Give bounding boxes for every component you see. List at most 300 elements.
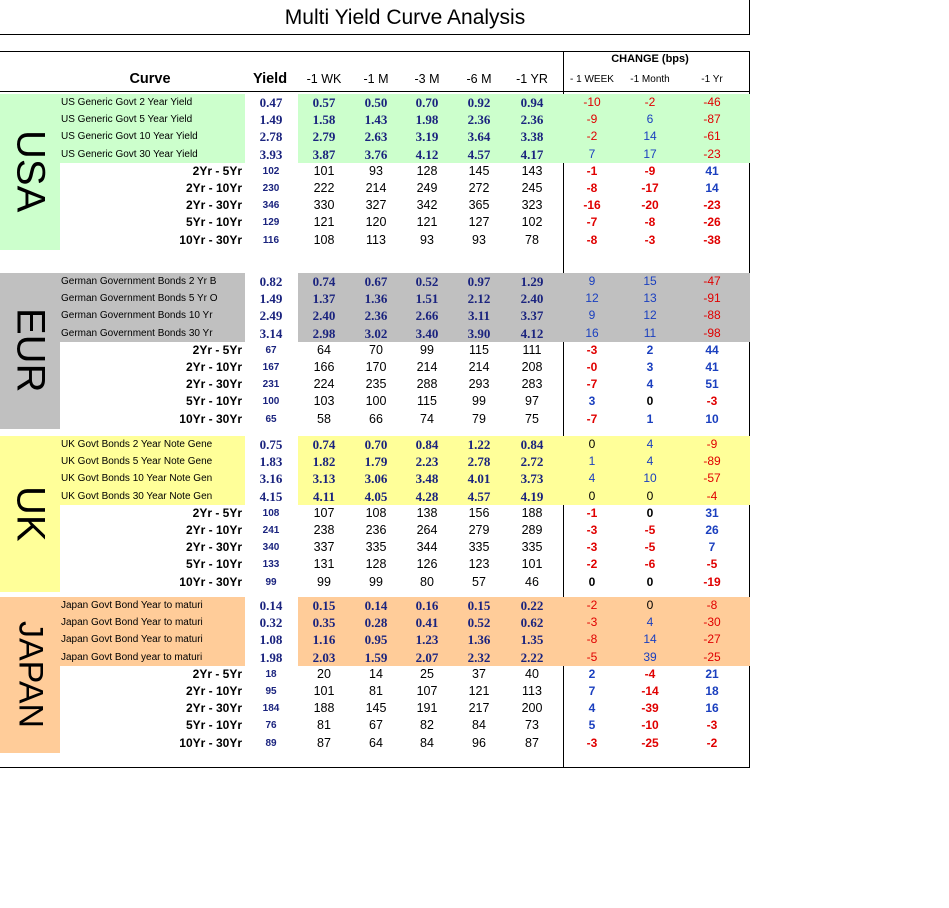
bond-change-value: -2 xyxy=(586,598,598,612)
bond-hist-value: 1.16 xyxy=(312,632,336,648)
spread-hist-value: 166 xyxy=(313,360,335,374)
bond-hist-value: 0.35 xyxy=(312,615,336,631)
bond-change-value: 12 xyxy=(585,291,599,306)
spread-change-value: -23 xyxy=(703,198,721,213)
spread-hist-value: 101 xyxy=(313,684,335,698)
spread-yield: 129 xyxy=(262,217,280,229)
spread-yield: 89 xyxy=(265,737,277,749)
spread-change-value: 2 xyxy=(588,666,596,681)
spread-hist-value: 64 xyxy=(317,342,331,357)
spread-change-value: -7 xyxy=(586,377,598,392)
bond-change-value: -8 xyxy=(586,632,598,647)
bond-label: US Generic Govt 30 Year Yield xyxy=(61,148,198,160)
spread-change-value: -26 xyxy=(703,215,721,230)
bond-label: UK Govt Bonds 5 Year Note Gene xyxy=(61,456,213,468)
bond-hist-value: 0.84 xyxy=(520,437,544,452)
bond-change-value: 0 xyxy=(588,488,596,503)
spread-label: 2Yr - 10Yr xyxy=(185,181,242,195)
spread-hist-value: 93 xyxy=(420,232,434,247)
bond-change-value: 17 xyxy=(643,146,657,161)
spread-hist-value: 87 xyxy=(317,735,331,750)
bond-yield: 2.49 xyxy=(259,308,283,324)
spread-hist-value: 20 xyxy=(317,666,331,681)
spread-hist-value: 288 xyxy=(416,377,438,392)
bond-change-value: -27 xyxy=(703,632,721,647)
bond-label: German Government Bonds 2 Yr B xyxy=(61,276,217,287)
spread-hist-value: 365 xyxy=(468,198,490,213)
spread-change-value: -8 xyxy=(644,215,656,230)
bond-change-value: -25 xyxy=(703,649,721,664)
spread-change-value: -3 xyxy=(586,342,598,357)
spread-change-value: -7 xyxy=(586,411,598,426)
bond-yield: 1.49 xyxy=(259,291,283,307)
bond-hist-value: 0.94 xyxy=(520,95,544,110)
spread-yield: 231 xyxy=(262,379,280,391)
bond-change-value: 7 xyxy=(588,146,596,161)
bond-hist-value: 2.12 xyxy=(467,291,491,307)
bond-change-value: -47 xyxy=(703,274,721,288)
bond-label: UK Govt Bonds 10 Year Note Gen xyxy=(61,473,213,485)
spread-hist-value: 335 xyxy=(468,540,490,555)
bond-change-value: -91 xyxy=(703,291,721,306)
spread-hist-value: 236 xyxy=(365,523,387,537)
spread-yield: 99 xyxy=(265,576,277,588)
spread-hist-value: 293 xyxy=(468,377,490,392)
spread-hist-value: 214 xyxy=(468,360,490,374)
bond-hist-value: 0.74 xyxy=(312,274,336,289)
bond-hist-value: 4.05 xyxy=(364,488,388,504)
spread-hist-value: 101 xyxy=(521,557,543,572)
spread-yield: 133 xyxy=(262,559,280,571)
spread-label: 2Yr - 30Yr xyxy=(185,198,242,213)
spread-change-value: 7 xyxy=(708,540,716,555)
spread-hist-value: 66 xyxy=(369,411,383,426)
bond-hist-value: 0.14 xyxy=(364,598,388,613)
spread-hist-value: 67 xyxy=(369,718,383,733)
bond-change-value: -2 xyxy=(644,95,656,109)
spread-hist-value: 235 xyxy=(365,377,387,392)
bond-yield: 3.16 xyxy=(259,471,283,487)
spread-change-value: 14 xyxy=(705,181,719,195)
spread-label: 2Yr - 30Yr xyxy=(185,701,242,716)
spread-change-value: -2 xyxy=(586,557,598,572)
spread-change-value: -17 xyxy=(641,181,659,195)
spread-change-value: 10 xyxy=(705,411,719,426)
bond-change-value: 15 xyxy=(643,274,657,288)
spread-hist-value: 127 xyxy=(468,215,490,230)
spread-label: 2Yr - 5Yr xyxy=(192,163,242,178)
spread-hist-value: 57 xyxy=(472,574,486,589)
bond-label: UK Govt Bonds 30 Year Note Gen xyxy=(61,490,213,502)
spread-hist-value: 126 xyxy=(416,557,438,572)
bond-hist-value: 0.74 xyxy=(312,437,336,452)
bond-label: Japan Govt Bond Year to maturi xyxy=(61,634,203,646)
spread-hist-value: 145 xyxy=(468,163,490,178)
bond-hist-value: 3.02 xyxy=(364,325,388,341)
bond-change-value: -2 xyxy=(586,129,598,144)
bond-hist-value: 2.72 xyxy=(520,454,544,470)
bond-change-value: -23 xyxy=(703,146,721,161)
bond-hist-value: 1.36 xyxy=(364,291,388,307)
spread-hist-value: 25 xyxy=(420,666,434,681)
spread-hist-value: 330 xyxy=(313,198,335,213)
bond-hist-value: 3.40 xyxy=(415,325,439,341)
spread-change-value: 31 xyxy=(705,505,719,520)
bond-label: German Government Bonds 10 Yr xyxy=(61,310,213,322)
bond-change-value: -57 xyxy=(703,471,721,486)
region-name-japan: JAPAN xyxy=(11,620,50,728)
spread-hist-value: 100 xyxy=(365,394,387,409)
bond-hist-value: 3.38 xyxy=(520,129,544,145)
spread-label: 2Yr - 10Yr xyxy=(185,360,242,374)
spread-hist-value: 138 xyxy=(416,505,438,520)
bond-hist-value: 0.92 xyxy=(467,95,491,110)
spread-change-value: -3 xyxy=(644,232,656,247)
bond-hist-value: 1.23 xyxy=(415,632,439,648)
region-name-uk: UK xyxy=(8,485,53,542)
spread-change-value: -1 xyxy=(586,505,598,520)
bond-change-value: 11 xyxy=(643,325,657,340)
spread-hist-value: 99 xyxy=(472,394,486,409)
spread-change-value: 5 xyxy=(588,718,596,733)
bond-label: US Generic Govt 2 Year Yield xyxy=(61,97,193,108)
bond-hist-value: 0.62 xyxy=(520,615,544,631)
bond-change-value: 10 xyxy=(643,471,657,486)
spread-hist-value: 102 xyxy=(521,215,543,230)
bond-change-value: -4 xyxy=(706,488,718,503)
bond-hist-value: 0.97 xyxy=(467,274,491,289)
spread-label: 10Yr - 30Yr xyxy=(179,574,242,589)
bond-hist-value: 2.36 xyxy=(364,308,388,324)
spread-hist-value: 37 xyxy=(472,666,486,681)
bond-hist-value: 2.22 xyxy=(520,649,544,665)
bond-change-value: -8 xyxy=(706,598,718,612)
spread-hist-value: 111 xyxy=(522,342,542,357)
spread-hist-value: 344 xyxy=(416,540,438,555)
bond-hist-value: 1.58 xyxy=(312,112,336,128)
region-name-eur: EUR xyxy=(8,308,53,393)
spread-hist-value: 191 xyxy=(416,701,438,716)
spread-yield: 65 xyxy=(265,413,277,425)
bond-hist-value: 2.40 xyxy=(520,291,544,307)
header-change-title: CHANGE (bps) xyxy=(611,53,689,65)
spread-yield: 346 xyxy=(262,200,280,212)
bond-hist-value: 1.98 xyxy=(415,112,439,128)
spread-hist-value: 107 xyxy=(416,684,438,698)
bond-hist-value: 2.40 xyxy=(312,308,336,324)
bond-hist-value: 0.70 xyxy=(364,437,388,452)
spread-change-value: -5 xyxy=(644,523,656,537)
spread-hist-value: 14 xyxy=(369,666,383,681)
bond-label: German Government Bonds 30 Yr xyxy=(61,327,213,339)
bond-change-value: -30 xyxy=(703,615,721,630)
spread-hist-value: 93 xyxy=(472,232,486,247)
spread-change-value: -6 xyxy=(644,557,656,572)
bond-label: Japan Govt Bond year to maturi xyxy=(61,651,203,663)
spread-hist-value: 335 xyxy=(521,540,543,555)
bond-change-value: -61 xyxy=(703,129,721,144)
spread-change-value: -5 xyxy=(644,540,656,555)
spread-yield: 102 xyxy=(262,165,280,177)
spread-hist-value: 115 xyxy=(417,394,437,409)
spread-hist-value: 82 xyxy=(420,718,434,733)
bond-change-value: 4 xyxy=(646,615,654,630)
spread-hist-value: 108 xyxy=(313,232,335,247)
bond-label: US Generic Govt 10 Year Yield xyxy=(61,131,198,143)
spread-hist-value: 128 xyxy=(365,557,387,572)
bond-hist-value: 1.51 xyxy=(415,291,439,307)
spread-yield: 184 xyxy=(262,703,280,715)
bond-change-value: 14 xyxy=(643,129,657,144)
bond-hist-value: 0.50 xyxy=(364,95,388,110)
spread-hist-value: 188 xyxy=(313,701,335,716)
spread-hist-value: 73 xyxy=(525,718,539,733)
spread-hist-value: 84 xyxy=(472,718,486,733)
bond-label: UK Govt Bonds 2 Year Note Gene xyxy=(61,439,213,450)
header-curve: Curve xyxy=(129,71,171,87)
spread-hist-value: 81 xyxy=(369,684,383,698)
spread-hist-value: 156 xyxy=(468,505,490,520)
header-change-1yr: -1 Yr xyxy=(701,74,723,85)
spread-hist-value: 101 xyxy=(313,163,335,178)
bond-change-value: 9 xyxy=(588,308,596,323)
bond-hist-value: 0.28 xyxy=(364,615,388,631)
bond-yield: 0.32 xyxy=(259,615,283,631)
bond-hist-value: 4.17 xyxy=(520,146,544,162)
spread-label: 5Yr - 10Yr xyxy=(185,718,242,733)
bond-hist-value: 3.11 xyxy=(467,308,491,324)
spread-change-value: -25 xyxy=(641,735,659,750)
spread-hist-value: 245 xyxy=(521,181,543,195)
spread-hist-value: 108 xyxy=(365,505,387,520)
spread-hist-value: 120 xyxy=(365,215,387,230)
spread-hist-value: 81 xyxy=(317,718,331,733)
bond-change-value: 39 xyxy=(643,649,657,664)
region-name-usa: USA xyxy=(8,130,53,213)
bond-change-value: 0 xyxy=(646,488,654,503)
bond-hist-value: 4.01 xyxy=(467,471,491,487)
spread-change-value: 0 xyxy=(588,574,596,589)
bond-hist-value: 4.19 xyxy=(520,488,544,504)
bond-label: Japan Govt Bond Year to maturi xyxy=(61,617,203,629)
spread-change-value: 41 xyxy=(705,360,719,374)
bond-hist-value: 0.52 xyxy=(415,274,439,289)
spread-change-value: -3 xyxy=(586,523,598,537)
spread-yield: 67 xyxy=(265,344,277,356)
bond-hist-value: 1.82 xyxy=(312,454,336,470)
bond-hist-value: 3.73 xyxy=(520,471,544,487)
page-title: Multi Yield Curve Analysis xyxy=(284,6,526,29)
header-change-1week: - 1 WEEK xyxy=(570,74,614,85)
spread-hist-value: 84 xyxy=(420,735,434,750)
bond-hist-value: 2.36 xyxy=(520,112,544,128)
bond-hist-value: 0.16 xyxy=(415,598,439,613)
spread-hist-value: 64 xyxy=(369,735,383,750)
bond-hist-value: 0.67 xyxy=(364,274,388,289)
spread-hist-value: 79 xyxy=(472,411,486,426)
bond-hist-value: 2.23 xyxy=(415,454,439,470)
spread-hist-value: 222 xyxy=(313,181,335,195)
spread-change-value: 18 xyxy=(705,684,719,698)
bond-change-value: -87 xyxy=(703,112,721,127)
spread-yield: 95 xyxy=(265,686,277,697)
spread-hist-value: 128 xyxy=(416,163,438,178)
bond-hist-value: 0.84 xyxy=(415,437,439,452)
bond-change-value: 4 xyxy=(646,454,654,469)
spread-change-value: -1 xyxy=(586,163,598,178)
bond-hist-value: 0.15 xyxy=(312,598,336,613)
spread-hist-value: 337 xyxy=(313,540,335,555)
bond-hist-value: 3.13 xyxy=(312,471,336,487)
bond-yield: 1.49 xyxy=(259,112,283,128)
bond-change-value: 0 xyxy=(588,437,596,451)
bond-hist-value: 4.11 xyxy=(312,488,336,504)
spread-change-value: 44 xyxy=(705,342,719,357)
bond-yield: 4.15 xyxy=(259,488,283,504)
bond-yield: 1.83 xyxy=(259,454,283,470)
header-hist-1m: -1 M xyxy=(363,72,389,86)
spread-change-value: 16 xyxy=(705,701,719,716)
bond-hist-value: 2.36 xyxy=(467,112,491,128)
spread-hist-value: 121 xyxy=(468,684,490,698)
bond-hist-value: 1.59 xyxy=(364,649,388,665)
spread-hist-value: 113 xyxy=(366,232,386,247)
spread-hist-value: 121 xyxy=(313,215,335,230)
bond-hist-value: 3.06 xyxy=(364,471,388,487)
bond-change-value: -46 xyxy=(703,95,721,109)
spread-hist-value: 78 xyxy=(525,232,539,247)
spread-change-value: -19 xyxy=(703,574,721,589)
spread-hist-value: 170 xyxy=(365,360,387,374)
bond-hist-value: 0.57 xyxy=(312,95,336,110)
spread-label: 10Yr - 30Yr xyxy=(179,735,242,750)
spread-change-value: -39 xyxy=(641,701,659,716)
spread-change-value: 3 xyxy=(646,360,654,374)
spread-label: 2Yr - 30Yr xyxy=(185,540,242,555)
spread-hist-value: 145 xyxy=(365,701,387,716)
spread-hist-value: 103 xyxy=(313,394,335,409)
spread-change-value: 0 xyxy=(646,505,654,520)
spread-hist-value: 99 xyxy=(420,342,434,357)
spread-yield: 167 xyxy=(262,362,280,373)
spread-label: 5Yr - 10Yr xyxy=(185,557,242,572)
spread-change-value: -20 xyxy=(641,198,659,213)
spread-yield: 340 xyxy=(262,542,280,554)
spread-change-value: -38 xyxy=(703,232,721,247)
bond-yield: 3.93 xyxy=(259,146,283,162)
spread-change-value: 41 xyxy=(705,163,719,178)
spread-change-value: 3 xyxy=(588,394,596,409)
bond-hist-value: 1.36 xyxy=(467,632,491,648)
bond-change-value: 16 xyxy=(585,325,599,340)
spread-hist-value: 107 xyxy=(313,505,335,520)
spread-hist-value: 214 xyxy=(365,181,387,195)
header-rule xyxy=(0,91,750,92)
spread-label: 2Yr - 5Yr xyxy=(192,342,242,357)
spread-label: 2Yr - 10Yr xyxy=(185,684,242,698)
spread-hist-value: 188 xyxy=(521,505,543,520)
bond-hist-value: 3.76 xyxy=(364,146,388,162)
bond-change-value: 0 xyxy=(646,598,654,612)
bond-change-value: -89 xyxy=(703,454,721,469)
bond-hist-value: 1.79 xyxy=(364,454,388,470)
bond-hist-value: 4.12 xyxy=(415,146,439,162)
bond-hist-value: 2.07 xyxy=(415,649,439,665)
bond-yield: 0.75 xyxy=(259,437,283,452)
spread-hist-value: 121 xyxy=(416,215,438,230)
spread-hist-value: 283 xyxy=(521,377,543,392)
bond-yield: 1.08 xyxy=(259,632,283,648)
bond-yield: 3.14 xyxy=(259,325,283,341)
spread-change-value: 7 xyxy=(588,684,596,698)
bond-yield: 1.98 xyxy=(259,649,283,665)
spread-change-value: 26 xyxy=(705,523,719,537)
bond-hist-value: 1.22 xyxy=(467,437,491,452)
header-hist-6m: -6 M xyxy=(466,72,492,86)
spread-change-value: -5 xyxy=(706,557,718,572)
spread-yield: 230 xyxy=(262,183,280,194)
spread-hist-value: 58 xyxy=(317,411,331,426)
bond-change-value: -5 xyxy=(586,649,598,664)
spread-label: 2Yr - 10Yr xyxy=(185,523,242,537)
spread-change-value: -10 xyxy=(641,718,659,733)
spread-hist-value: 279 xyxy=(468,523,490,537)
bond-change-value: -9 xyxy=(706,437,718,451)
bond-change-value: 6 xyxy=(646,112,654,127)
bond-hist-value: 3.87 xyxy=(312,146,336,162)
spread-yield: 100 xyxy=(262,396,280,408)
spread-change-value: -3 xyxy=(586,735,598,750)
bond-change-value: -88 xyxy=(703,308,721,323)
spread-change-value: -16 xyxy=(583,198,601,213)
spread-change-value: -8 xyxy=(586,181,598,195)
spread-hist-value: 93 xyxy=(369,163,383,178)
spread-hist-value: 46 xyxy=(525,574,539,589)
spread-change-value: -3 xyxy=(706,394,718,409)
bond-label: US Generic Govt 5 Year Yield xyxy=(61,114,193,126)
spread-hist-value: 335 xyxy=(365,540,387,555)
spread-yield: 108 xyxy=(262,507,280,519)
bond-change-value: -3 xyxy=(586,615,598,630)
spread-change-value: -8 xyxy=(586,232,598,247)
spread-hist-value: 80 xyxy=(420,574,434,589)
spread-change-value: -9 xyxy=(644,163,656,178)
bond-hist-value: 4.28 xyxy=(415,488,439,504)
spread-hist-value: 131 xyxy=(313,557,335,572)
bond-hist-value: 0.70 xyxy=(415,95,439,110)
bond-hist-value: 0.15 xyxy=(467,598,491,613)
spread-label: 10Yr - 30Yr xyxy=(179,411,242,426)
spread-hist-value: 200 xyxy=(521,701,543,716)
bond-yield: 2.78 xyxy=(259,129,283,145)
spread-change-value: -3 xyxy=(706,718,718,733)
spread-hist-value: 40 xyxy=(525,666,539,681)
header-hist-1yr: -1 YR xyxy=(516,72,548,86)
spread-change-value: -4 xyxy=(644,666,656,681)
spread-hist-value: 249 xyxy=(416,181,438,195)
bond-hist-value: 2.66 xyxy=(415,308,439,324)
spread-yield: 116 xyxy=(262,234,280,246)
bond-label: Japan Govt Bond Year to maturi xyxy=(61,600,203,611)
bond-change-value: -98 xyxy=(703,325,721,340)
bond-change-value: 14 xyxy=(643,632,657,647)
spread-hist-value: 123 xyxy=(468,557,490,572)
spread-change-value: 1 xyxy=(646,411,654,426)
spread-hist-value: 214 xyxy=(416,360,438,374)
bond-change-value: 4 xyxy=(588,471,596,486)
spread-label: 2Yr - 30Yr xyxy=(185,377,242,392)
bond-hist-value: 2.32 xyxy=(467,649,491,665)
